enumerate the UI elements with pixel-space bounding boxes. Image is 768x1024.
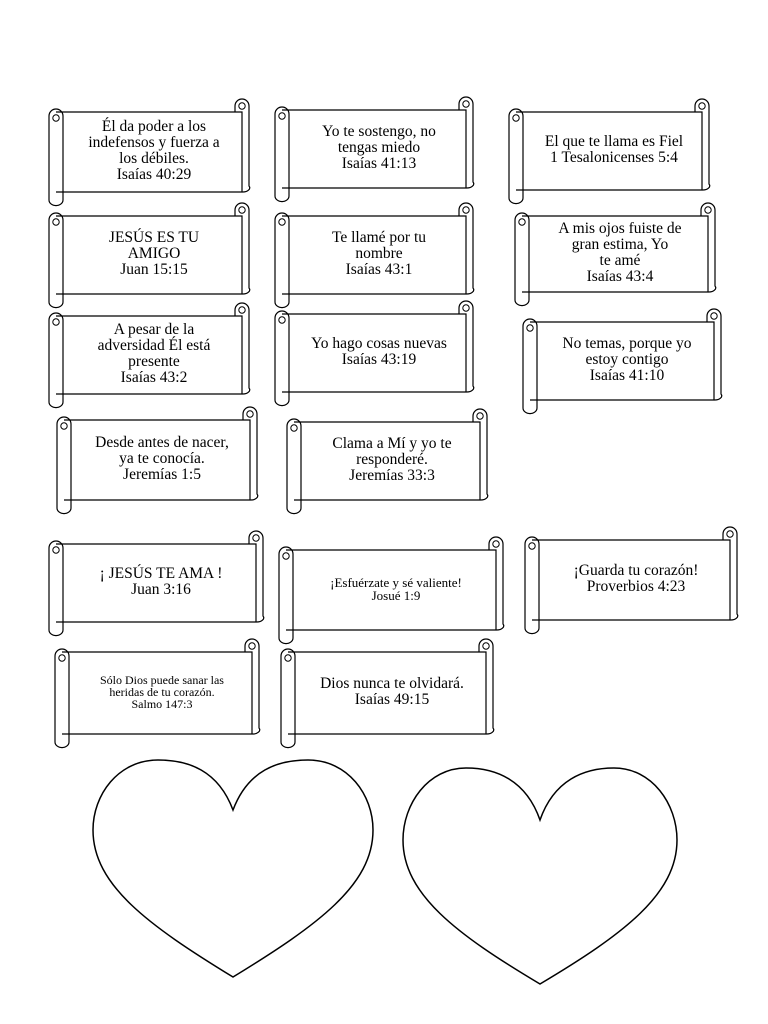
- scroll-message: Sólo Dios puede sanar las heridas de tu corazón.: [100, 672, 224, 699]
- scroll-card: [278, 410, 492, 514]
- scroll-reference: Isaías 43:2: [120, 368, 188, 386]
- scroll-curl-top: [705, 207, 711, 213]
- scroll-reference: Juan 15:15: [120, 260, 188, 278]
- scroll-reference: Isaías 43:19: [341, 351, 417, 368]
- scroll-card: [500, 100, 714, 204]
- scroll-card: [266, 302, 478, 406]
- scroll-curl-top: [253, 535, 259, 541]
- scroll-message: JESÚS ES TU AMIGO: [108, 229, 200, 263]
- scroll-message: No temas, porque yo estoy contigo: [562, 335, 692, 369]
- scroll-message: ¡Guarda tu corazón!: [573, 562, 699, 580]
- scroll-curl-top: [247, 411, 253, 417]
- scroll-message: A mis ojos fuiste de gran estima, Yo te amé: [558, 220, 682, 269]
- scroll-curl-top: [239, 307, 245, 313]
- scroll-reference: Josué 1:9: [371, 588, 421, 603]
- scroll-reference: 1 Tesalonicenses 5:4: [550, 149, 678, 166]
- scroll-curl-top: [699, 103, 705, 109]
- scroll-message: Él da poder a los indefensos y fuerza a los débiles.: [88, 118, 220, 167]
- scroll-curl-top: [477, 413, 483, 419]
- scroll-message: Desde antes de nacer, ya te conocía.: [95, 434, 229, 468]
- scroll-curl-top: [239, 103, 245, 109]
- scroll-message: A pesar de la adversidad Él está presente: [97, 321, 211, 370]
- scroll-reference: Juan 3:16: [131, 581, 191, 598]
- scroll-card: [266, 204, 478, 308]
- scroll-card: [266, 98, 478, 202]
- scroll-curl-top: [463, 305, 469, 311]
- scroll-reference: Isaías 41:13: [341, 154, 417, 172]
- scroll-reference: Isaías 43:4: [586, 267, 654, 285]
- scroll-message: ¡ JESÚS TE AMA !: [99, 565, 223, 583]
- scroll-curl-top: [493, 541, 499, 547]
- scroll-card: [48, 408, 262, 514]
- scroll-message: Te llamé por tu nombre: [331, 229, 427, 263]
- scroll-reference: Isaías 41:10: [589, 366, 665, 384]
- scroll-message: Clama a Mí y yo te responderé.: [332, 435, 452, 469]
- scroll-reference: Isaías 43:1: [345, 260, 413, 278]
- scroll-reference: Salmo 147:3: [131, 697, 193, 712]
- scroll-reference: Proverbios 4:23: [586, 578, 686, 595]
- scroll-curl-top: [727, 531, 733, 537]
- scroll-curl-top: [463, 207, 469, 213]
- scroll-reference: Isaías 49:15: [354, 691, 430, 708]
- scroll-card: [272, 640, 498, 748]
- scroll-card: [506, 204, 720, 306]
- heart-outline-right: [398, 762, 682, 990]
- scroll-message: Yo hago cosas nuevas: [311, 335, 447, 353]
- scroll-curl-top: [483, 643, 489, 649]
- scroll-card: [40, 204, 254, 308]
- scroll-reference: Jeremías 33:3: [349, 466, 435, 484]
- scroll-curl-top: [463, 101, 469, 107]
- scroll-card: [40, 100, 254, 206]
- scroll-curl-top: [711, 313, 717, 319]
- scroll-message: ¡Esfuérzate y sé valiente!: [330, 574, 462, 590]
- scroll-reference: Jeremías 1:5: [123, 465, 201, 483]
- scroll-card: [270, 538, 508, 644]
- scroll-curl-top: [249, 643, 255, 649]
- scroll-card: [40, 304, 254, 408]
- scroll-card: [516, 528, 742, 634]
- scroll-curl-top: [239, 207, 245, 213]
- scroll-message: El que te llama es Fiel: [544, 133, 684, 151]
- scroll-reference: Isaías 40:29: [116, 165, 192, 183]
- heart-outline-left: [88, 755, 378, 983]
- scroll-message: Dios nunca te olvidará.: [320, 675, 464, 693]
- scroll-card: [46, 640, 264, 748]
- scroll-message: Yo te sostengo, no tengas miedo: [322, 123, 436, 157]
- scroll-card: [40, 532, 268, 636]
- scroll-card: [514, 310, 726, 414]
